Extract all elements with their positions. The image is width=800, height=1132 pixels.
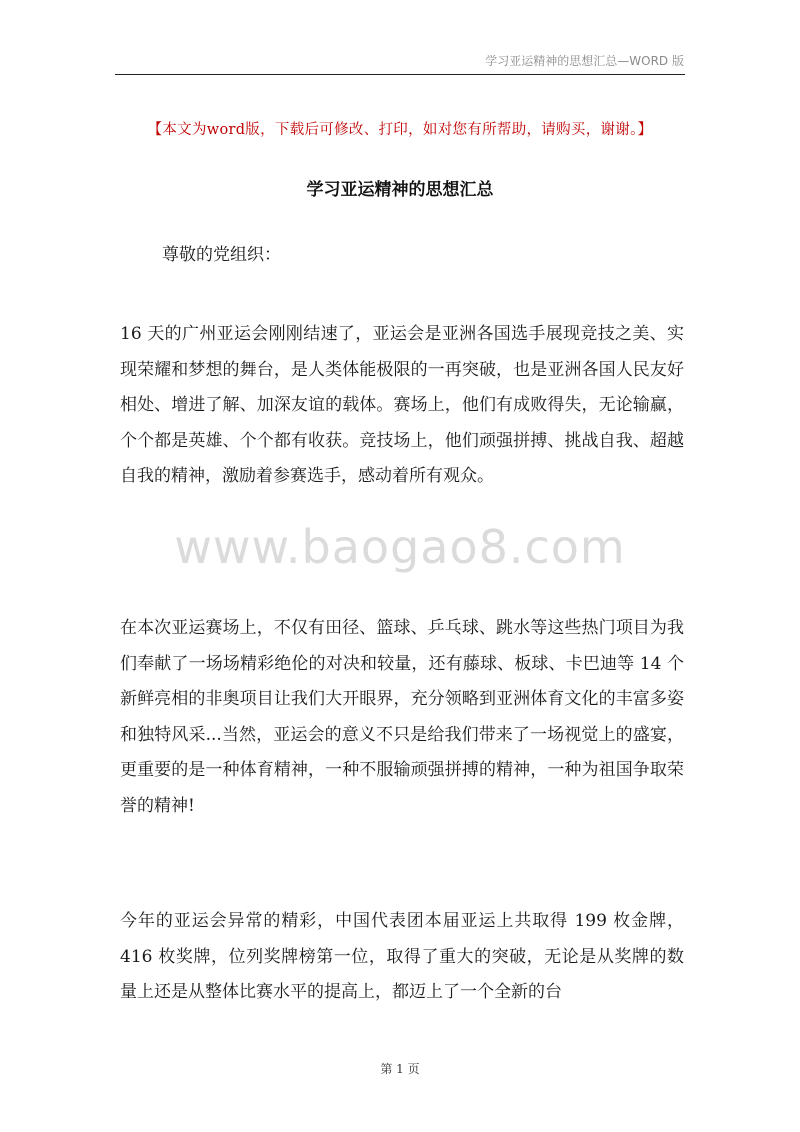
- body-paragraph: 在本次亚运赛场上，不仅有田径、篮球、乒乓球、跳水等这些热门项目为我们奉献了一场场精彩绝伦的对决和较量，还有藤球、板球、卡巴迪等 14 个新鲜亮相的非奥项目让我们大开眼界，充分领略到亚洲体育文化的丰富多姿和独特风采...当然，亚运会的意义不只是给我们带来了一场视觉上的盛宴，更重要的是一种体育精神，一种不服输顽强拼搏的精神，一种为祖国争取荣誉的精神!: [120, 618, 684, 816]
- salutation: 尊敬的党组织：: [162, 245, 281, 265]
- running-header: 学习亚运精神的思想汇总—WORD 版: [485, 54, 684, 68]
- body-paragraph: 16 天的广州亚运会刚刚结速了，亚运会是亚洲各国选手展现竞技之美、实现荣耀和梦想的舞台，是人类体能极限的一再突破，也是亚洲各国人民友好相处、增进了解、加深友谊的载体。赛场上，他们有成败得失，无论输赢，个个都是英雄、个个都有收获。竞技场上，他们顽强拼搏、挑战自我、超越自我的精神，激励着参赛选手，感动着所有观众。: [120, 324, 684, 486]
- document-title: 学习亚运精神的思想汇总: [306, 180, 494, 200]
- body-paragraph: 今年的亚运会异常的精彩，中国代表团本届亚运上共取得 199 枚金牌，416 枚奖牌，位列奖牌榜第一位，取得了重大的突破，无论是从奖牌的数量上还是从整体比赛水平的提高上，都迈上了一个全新的台: [120, 911, 684, 1002]
- purchase-notice: 【本文为word版，下载后可修改、打印，如对您有所帮助，请购买，谢谢。】: [147, 122, 653, 138]
- watermark: www.baogao8.com: [174, 520, 626, 574]
- header-divider: [115, 74, 685, 75]
- page-number: 第 1 页: [380, 1062, 420, 1076]
